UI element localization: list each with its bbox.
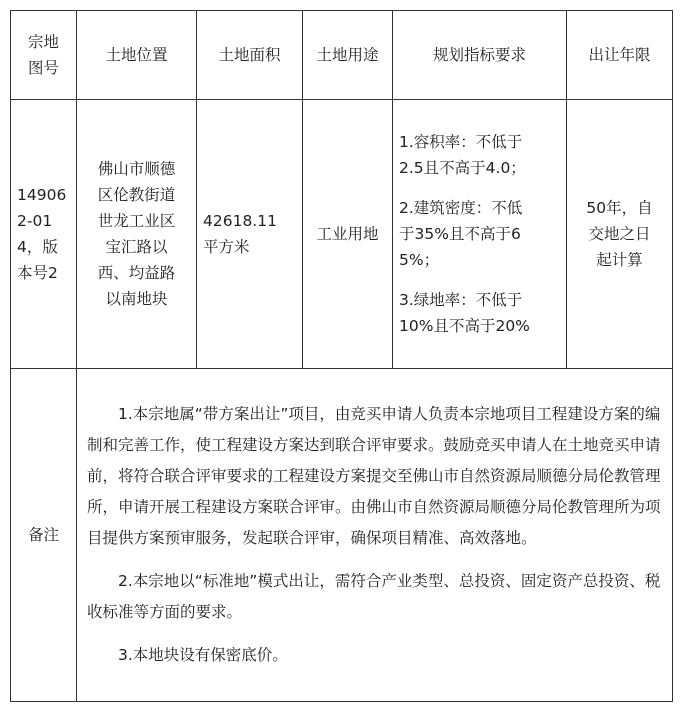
header-parcel-no: 宗地 图号: [11, 11, 77, 100]
note-item: 1.本宗地属“带方案出让”项目，由竞买申请人负责本宗地项目工程建设方案的编制和完善工作，使工程建设方案达到联合评审要求。鼓励竞买申请人在土地竞买申请前，将符合联合评审要求的工程建设方案提交至佛山市自然资源局顺德分局伦教管理所，申请开展工程建设方案联合评审。由佛山市自然资源局顺德分局伦教管理所为项目提供方案预审服务，发起联合评审，确保项目精准、高效落地。: [87, 405, 661, 547]
notes-row: [11, 369, 673, 702]
notes-label: 备注: [11, 369, 77, 702]
plan-item-far: 1.容积率：不低于 2.5且不高于4.0；: [399, 133, 526, 177]
cell-term: 50年，自 交地之日 起计算: [567, 100, 673, 369]
header-location: 土地位置: [77, 11, 197, 100]
cell-use: 工业用地: [303, 100, 393, 369]
note-item: 2.本宗地以“标准地”模式出让，需符合产业类型、总投资、固定资产总投资、税收标准等方面的要求。: [87, 572, 661, 621]
plan-item-green: 3.绿地率：不低于 10%且不高于20%: [399, 291, 530, 335]
plan-item-density: 2.建筑密度：不低 于35%且不高于6 5%；: [399, 199, 523, 269]
cell-parcel-no: 14906 2-01 4，版 本号2: [11, 100, 77, 369]
parcel-row: [11, 100, 673, 369]
header-plan: 规划指标要求: [393, 11, 567, 100]
header-term: 出让年限: [567, 11, 673, 100]
header-area: 土地面积: [197, 11, 303, 100]
header-use: 土地用途: [303, 11, 393, 100]
header-row: [11, 11, 673, 100]
notes-body: [77, 369, 673, 702]
cell-location: 佛山市顺德 区伦教街道 世龙工业区 宝汇路以 西、均益路 以南地块: [77, 100, 197, 369]
cell-area: 42618.11 平方米: [197, 100, 303, 369]
land-parcel-table: [10, 10, 673, 702]
note-item: 3.本地块设有保密底价。: [118, 646, 288, 664]
cell-plan: [393, 100, 567, 369]
